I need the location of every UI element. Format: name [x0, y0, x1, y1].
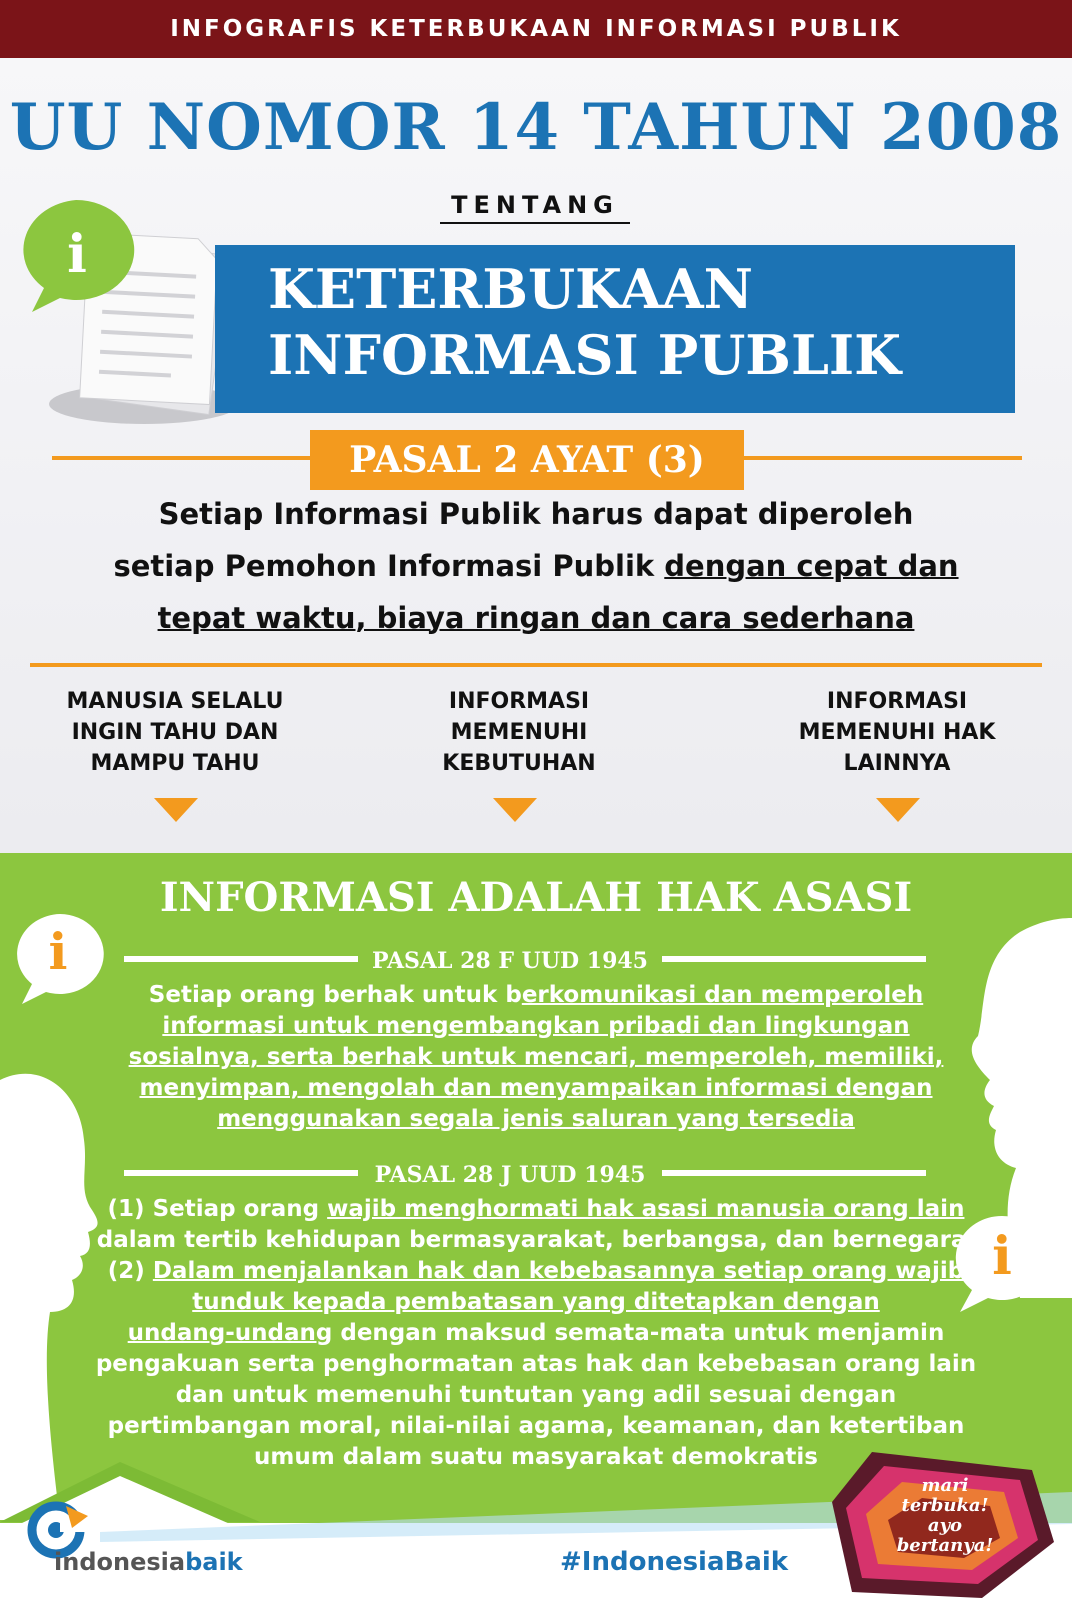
pasal-28f-line-1-underlined: erkomunikasi dan memperoleh: [521, 982, 924, 1008]
pasal-28f-line-2-underlined: informasi untuk mengembangkan pribadi dan lingkungan: [162, 1013, 910, 1039]
pasal-28j-line-3-underlined: Dalam menjalankan hak dan kebebasannya setiap orang wajib: [152, 1258, 965, 1284]
point-1-line-2: INGIN TAHU DAN: [71, 720, 279, 745]
info-icon: i: [67, 224, 87, 285]
tentang-label: TENTANG: [440, 188, 630, 224]
subject-line-1: KETERBUKAAN: [268, 257, 753, 321]
point-3: [762, 686, 1032, 779]
pasal-28j-label: PASAL 28 J UUD 1945: [374, 1162, 646, 1188]
quote-line-2: [60, 540, 1012, 592]
point-2-line-2: MEMENUHI: [450, 720, 588, 745]
info-icon: i: [48, 922, 68, 981]
header-banner: INFOGRAFIS KETERBUKAAN INFORMASI PUBLIK: [0, 0, 1072, 58]
quote-line-1: Setiap Informasi Publik harus dapat diperoleh: [158, 497, 914, 531]
pasal-28j-line-3: [86, 1256, 986, 1287]
badge-line-1: mari: [921, 1475, 969, 1496]
subject-line-2: INFORMASI PUBLIK: [268, 323, 902, 387]
point-2-line-1: INFORMASI: [448, 689, 590, 714]
point-1-line-3: MAMPU TAHU: [90, 751, 260, 776]
divider-line: [662, 956, 926, 962]
pasal-label: PASAL 2 AYAT (3): [310, 430, 744, 490]
pasal-28f-line-3: [90, 1042, 982, 1073]
pasal-28j-line-3-plain: (2): [107, 1258, 153, 1284]
arrow-down-icon: [493, 798, 537, 822]
quote-line-3-underlined: tepat waktu, biaya ringan dan cara sederhana: [157, 601, 915, 635]
pasal-28j-text: [86, 1194, 986, 1473]
pasal-28j-line-5-underlined: undang-undang: [127, 1320, 333, 1346]
pasal-28f-line-4: [90, 1073, 982, 1104]
pasal-28f-line-4-underlined: menyimpan, mengolah dan menyampaikan informasi dengan: [139, 1075, 933, 1101]
pasal-28j-line-1-plain: (1) Setiap orang: [107, 1196, 328, 1222]
pasal-28f-line-5-underlined: menggunakan segala jenis saluran yang tersedia: [217, 1106, 855, 1132]
point-1-line-1: MANUSIA SELALU: [66, 689, 284, 714]
pasal-28f-line-5: [90, 1104, 982, 1135]
pasal-28j-line-9: umum dalam suatu masyarakat demokratis: [254, 1444, 818, 1470]
divider-line: [662, 1170, 926, 1176]
pasal-28j-line-7: dan untuk memenuhi tuntutan yang adil sesuai dengan: [175, 1382, 897, 1408]
pasal-28f-line-1: [90, 980, 982, 1011]
pasal-28j-line-5-plain: dengan maksud semata-mata untuk menjamin: [332, 1320, 945, 1346]
point-1: [40, 686, 310, 779]
point-3-line-1: INFORMASI: [826, 689, 968, 714]
point-3-line-2: MEMENUHI HAK: [798, 720, 996, 745]
brand-plain: indonesia: [54, 1548, 186, 1576]
pasal-28j-line-5: [86, 1318, 986, 1349]
pasal-28j-line-1: [86, 1194, 986, 1225]
hashtag: #IndonesiaBaik: [560, 1547, 789, 1577]
point-3-line-3: LAINNYA: [843, 751, 951, 776]
divider-line: [124, 1170, 358, 1176]
brand-name: [54, 1547, 243, 1577]
badge-line-4: bertanya!: [896, 1535, 994, 1556]
quote-line-2-plain: setiap Pemohon Informasi Publik: [113, 549, 665, 583]
pasal-28f-line-3-underlined: sosialnya, serta berhak untuk mencari, memperoleh, memiliki,: [128, 1044, 944, 1070]
points-divider: [30, 663, 1042, 667]
badge-line-2: terbuka!: [901, 1495, 989, 1516]
subject-title: [268, 256, 1008, 388]
page-title: UU NOMOR 14 TAHUN 2008: [9, 90, 1063, 165]
pasal-28j-line-4: [86, 1287, 986, 1318]
point-2-line-3: KEBUTUHAN: [442, 751, 596, 776]
pasal-quote: [60, 488, 1012, 644]
pasal-28j-line-4-underlined: tunduk kepada pembatasan yang ditetapkan dengan: [192, 1289, 880, 1315]
divider-line: [124, 956, 358, 962]
pasal-28j-line-6: pengakuan serta penghormatan atas hak dan kebebasan orang lain: [95, 1351, 977, 1377]
hak-asasi-title: INFORMASI ADALAH HAK ASASI: [159, 874, 913, 921]
quote-line-3: [60, 592, 1012, 644]
pasal-28j-line-1-underlined: wajib menghormati hak asasi manusia orang lain: [327, 1196, 965, 1222]
pasal-28f-text: [90, 980, 982, 1135]
pasal-28j-line-2: dalam tertib kehidupan bermasyarakat, berbangsa, dan bernegara.: [96, 1227, 976, 1253]
pasal-28j-line-8: pertimbangan moral, nilai-nilai agama, keamanan, dan ketertiban: [107, 1413, 965, 1439]
point-2: [384, 686, 654, 779]
pasal-28f-label: PASAL 28 F UUD 1945: [372, 948, 648, 974]
badge-text: [880, 1476, 1010, 1556]
arrow-down-icon: [876, 798, 920, 822]
info-icon: i: [992, 1226, 1012, 1287]
quote-line-2-underlined: dengan cepat dan: [664, 549, 959, 583]
badge-line-3: ayo: [927, 1515, 963, 1536]
pasal-28f-line-1-plain: Setiap orang berhak untuk b: [148, 982, 522, 1008]
brand-bold: baik: [185, 1548, 243, 1576]
arrow-down-icon: [154, 798, 198, 822]
pasal-28f-line-2: [90, 1011, 982, 1042]
